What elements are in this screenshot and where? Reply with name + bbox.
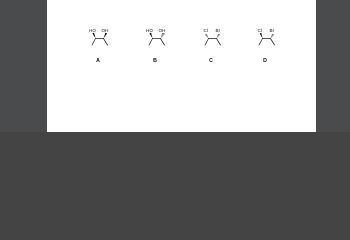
wedge-bond-right [104, 33, 108, 39]
right-group-label: Br [269, 28, 275, 33]
hash-bond-right [217, 34, 220, 38]
methyl-bond-right [217, 39, 221, 46]
left-group-label: Cl [257, 28, 262, 33]
wedge-bond-left [92, 33, 95, 39]
hash-bond-left [205, 34, 208, 38]
molecule-label: B [153, 58, 157, 64]
molecule-a [89, 28, 108, 64]
wedge-bond-left [149, 33, 152, 39]
left-group-label: Cl [203, 28, 208, 33]
right-group-label: OH [101, 28, 109, 33]
molecule-diagram [47, 0, 316, 132]
molecule-label: D [263, 58, 267, 64]
molecule-label: C [209, 58, 213, 64]
wedge-bond-left [260, 33, 263, 39]
methyl-bond-left [259, 39, 263, 46]
left-group-label: HO [146, 28, 153, 33]
methyl-bond-left [149, 39, 153, 46]
molecule-b [146, 28, 165, 64]
content-panel [47, 0, 316, 132]
molecule-label: A [96, 58, 100, 64]
methyl-bond-left [92, 39, 96, 46]
right-group-label: OH [158, 28, 166, 33]
molecule-c [204, 28, 221, 64]
molecule-d [258, 28, 275, 64]
left-group-label: HO [89, 28, 96, 33]
hash-bond-right [271, 34, 274, 38]
hash-bond-right [161, 33, 165, 38]
methyl-bond-right [271, 39, 275, 46]
methyl-bond-right [161, 39, 165, 46]
right-group-label: Br [215, 28, 221, 33]
methyl-bond-left [205, 39, 209, 46]
methyl-bond-right [104, 39, 108, 46]
